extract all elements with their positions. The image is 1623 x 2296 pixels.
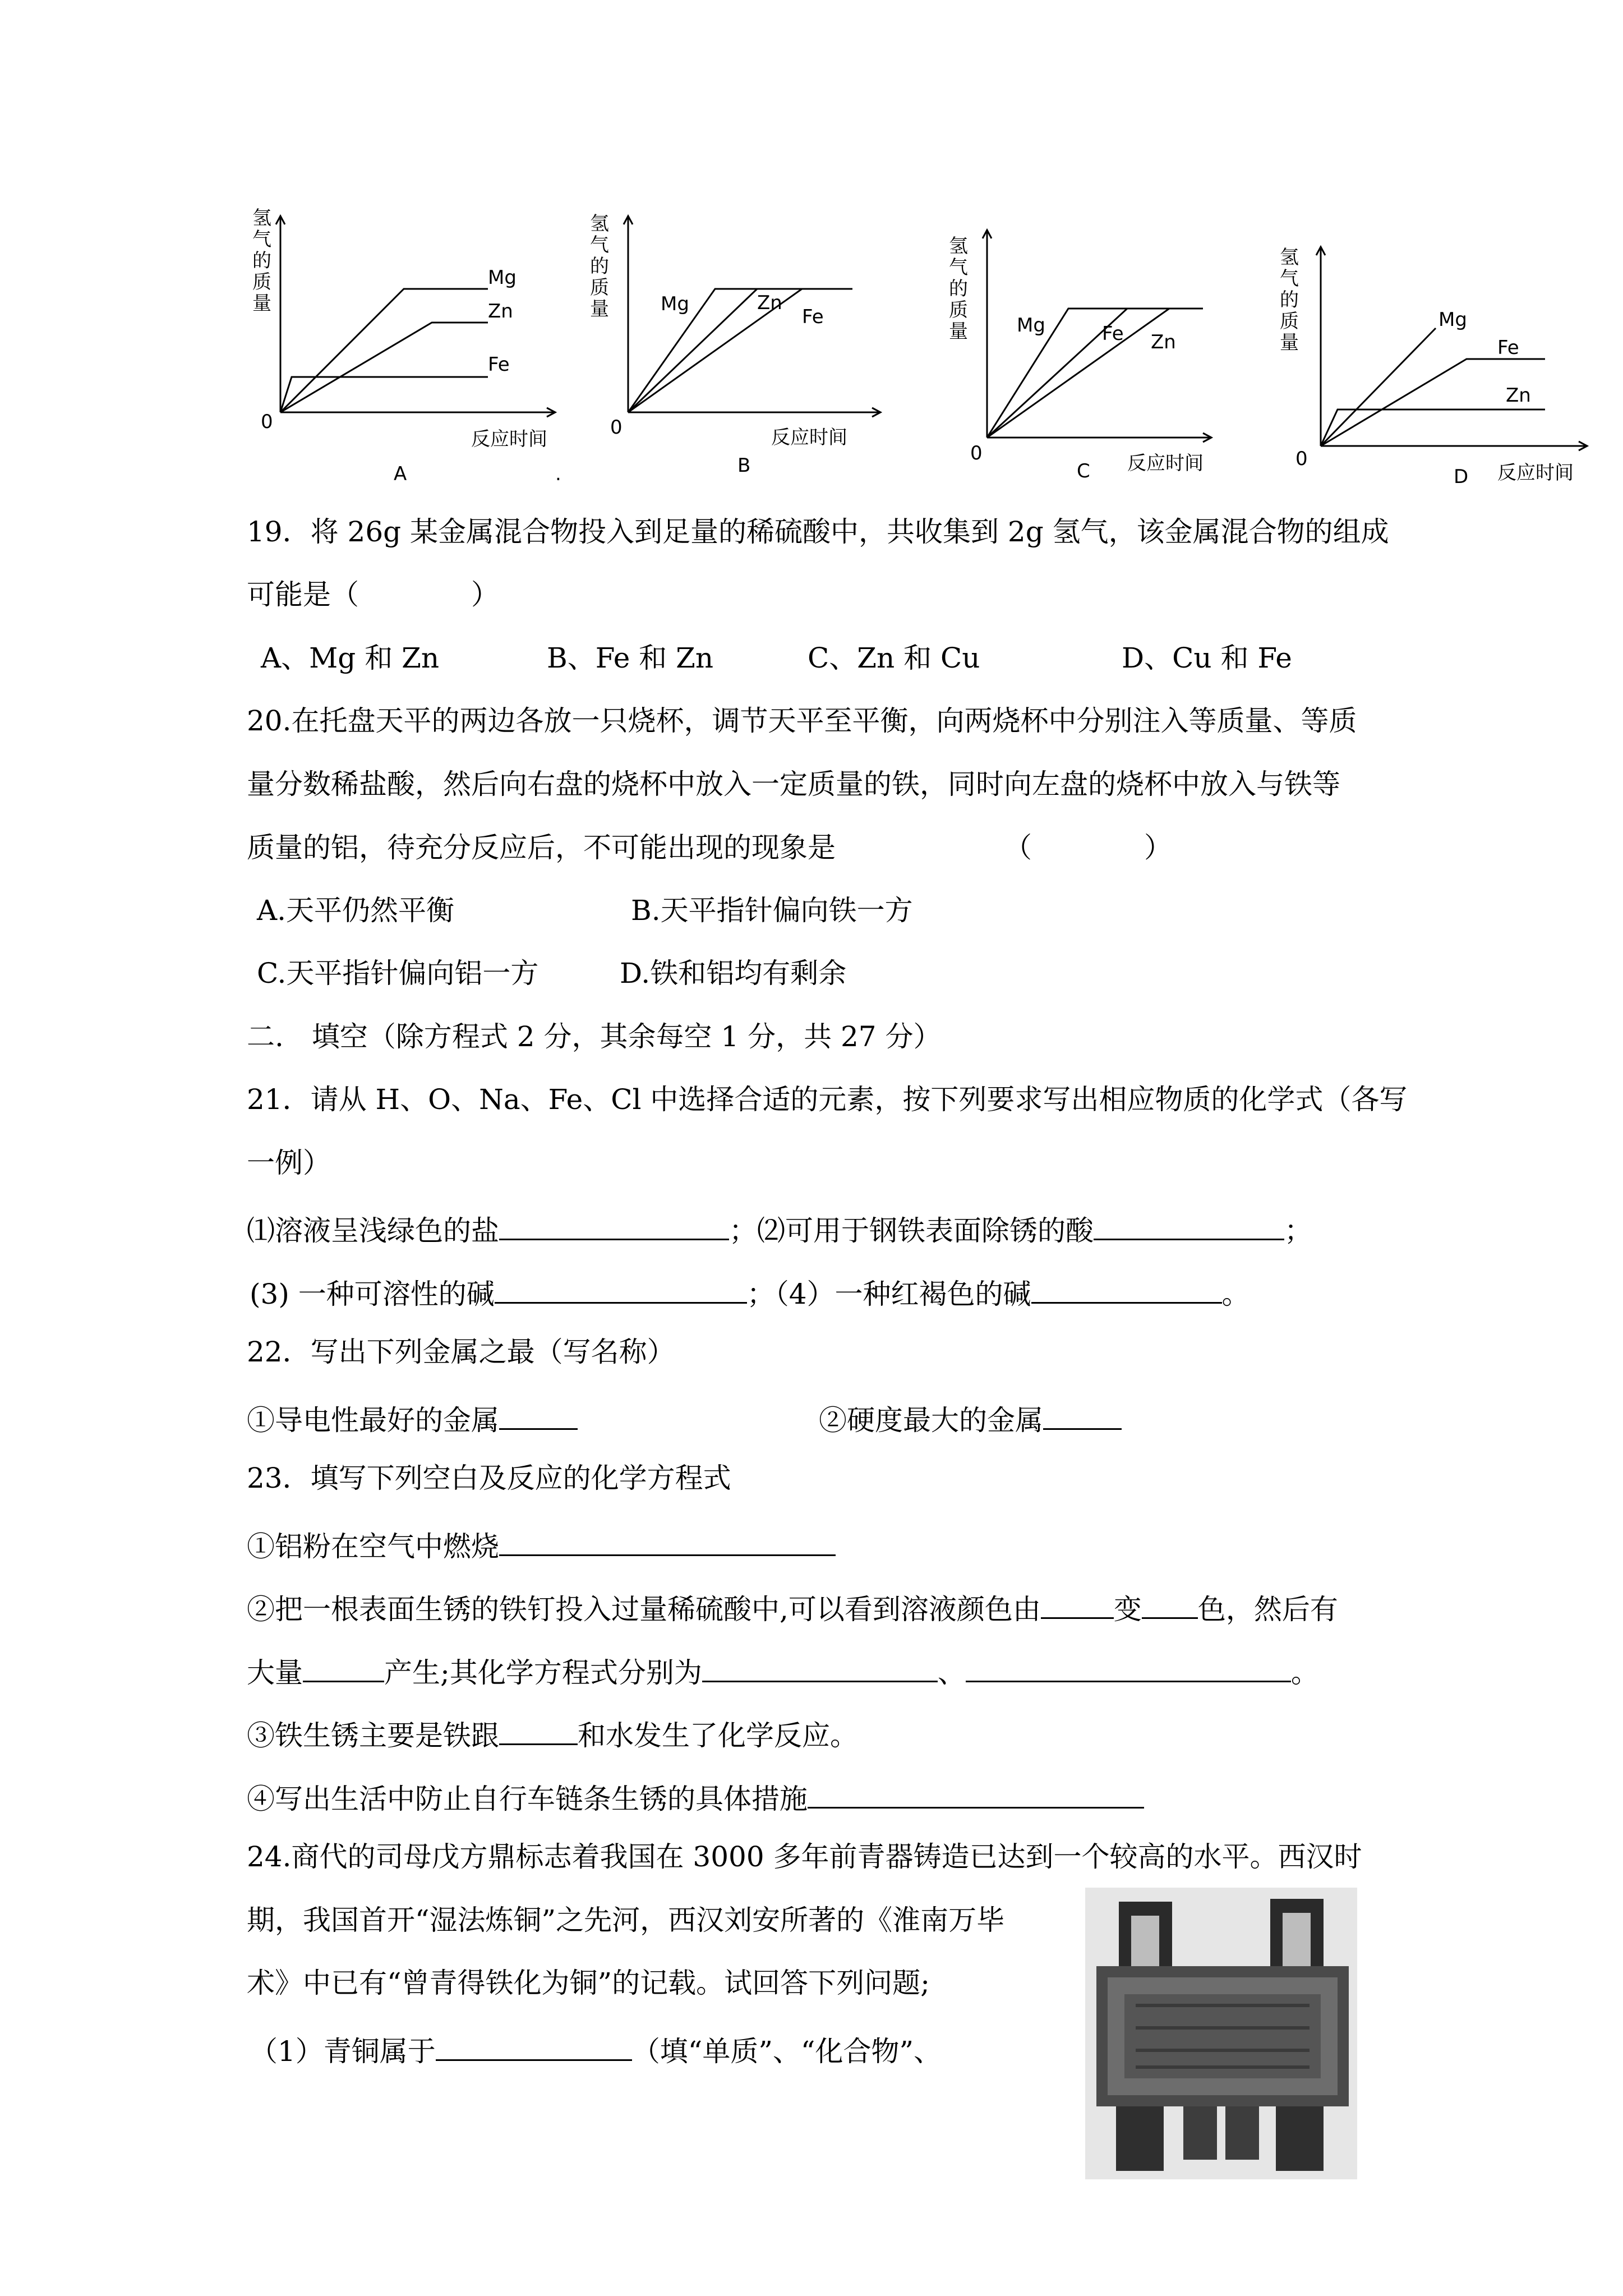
chart-a-ylabel: 氢气的质量 [252, 207, 271, 315]
q23-prompt-2f: 、 [937, 1657, 966, 1689]
q22-prompt-2: ②硬度最大的金属 [819, 1404, 1043, 1437]
q20-option-d: D.铁和铝均有剩余 [620, 957, 847, 990]
q22-row-1 [247, 1401, 578, 1437]
chart-b-line-zn [628, 289, 757, 412]
bronze-ding-illustration [1085, 1888, 1357, 2179]
chart-b-origin: 0 [610, 416, 623, 439]
q19-option-b: B、Fe 和 Zn [547, 642, 714, 674]
q23-prompt-4: ④写出生活中防止自行车链条生锈的具体措施 [247, 1783, 808, 1815]
q23-blank-4[interactable] [808, 1780, 1144, 1809]
q20-line-2: 量分数稀盐酸，然后向右盘的烧杯中放入一定质量的铁，同时向左盘的烧杯中放入与铁等 [247, 768, 1340, 800]
chart-b-ylabel: 氢气的质量 [590, 213, 609, 320]
chart-c-line-zn [987, 309, 1169, 438]
chart-a [241, 202, 589, 494]
q24-line-2: 期，我国首开“湿法炼铜”之先河，西汉刘安所著的《淮南万毕 [247, 1904, 1005, 1936]
q21-prompt-3: (3) 一种可溶性的碱 [250, 1278, 495, 1310]
chart-a-label-fe: Fe [488, 353, 510, 376]
q23-blank-color-from[interactable] [1041, 1590, 1114, 1619]
q21-line-2: 一例） [247, 1147, 331, 1179]
q21-prompt-1: ⑴溶液呈浅绿色的盐 [247, 1214, 499, 1247]
chart-a-line-zn [280, 323, 488, 412]
q21-line-1: 21．请从 H、O、Na、Fe、Cl 中选择合适的元素，按下列要求写出相应物质的化学式（各写 [247, 1083, 1408, 1116]
chart-b-xlabel: 反应时间 [771, 426, 847, 449]
chart-b-label-zn: Zn [757, 292, 782, 314]
chart-b-label-fe: Fe [802, 306, 824, 328]
q19-line-1: 19．将 26g 某金属混合物投入到足量的稀硫酸中，共收集到 2g 氢气，该金属混合物的组成 [247, 516, 1389, 548]
q20-line-3: 质量的铝，待充分反应后，不可能出现的现象是 [247, 831, 836, 864]
q21-prompt-1-end: ； [729, 1214, 757, 1247]
q21-blank-2[interactable] [1094, 1212, 1284, 1240]
chart-a-label-mg: Mg [488, 266, 517, 289]
chart-d-origin: 0 [1295, 448, 1308, 470]
chart-c-ylabel: 氢气的质量 [949, 235, 968, 343]
q21-prompt-4-end: 。 [1221, 1278, 1250, 1310]
q21-prompt-4: （4）一种红褐色的碱 [774, 1278, 1031, 1310]
q21-prompt-3-end: ； [746, 1278, 775, 1310]
q23-blank-3[interactable] [499, 1717, 578, 1745]
q23-prompt-3b: 和水发生了化学反应。 [578, 1719, 858, 1752]
chart-c-label-fe: Fe [1102, 323, 1124, 345]
q23-prompt-1: ①铝粉在空气中燃烧 [247, 1530, 499, 1563]
chart-c [942, 213, 1290, 505]
q23-row-4 [247, 1717, 858, 1750]
q21-row-2 [250, 1275, 1250, 1308]
stray-dot: . [555, 463, 561, 485]
q23-prompt-2d: 大量 [247, 1657, 303, 1689]
q23-prompt-3a: ③铁生锈主要是铁跟 [247, 1719, 499, 1752]
q24-blank-1[interactable] [436, 2032, 632, 2061]
q23-row-5 [247, 1780, 1144, 1813]
q23-blank-1[interactable] [499, 1527, 836, 1556]
chart-d-xlabel: 反应时间 [1497, 462, 1574, 484]
chart-c-letter: C [1077, 460, 1090, 482]
q23-row-3 [247, 1654, 1319, 1687]
chart-a-letter: A [394, 463, 407, 485]
q23-prompt-2c: 色，然后有 [1197, 1593, 1338, 1626]
q24-line-3: 术》中已有“曾青得铁化为铜”的记载。试回答下列问题; [247, 1967, 930, 1999]
q20-line-1: 20.在托盘天平的两边各放一只烧杯，调节天平至平衡，向两烧杯中分别注入等质量、等质 [247, 705, 1357, 737]
chart-c-label-mg: Mg [1017, 314, 1045, 337]
q20-option-b: B.天平指针偏向铁一方 [631, 894, 913, 927]
chart-d-label-mg: Mg [1438, 309, 1467, 331]
q23-blank-equation-2[interactable] [966, 1654, 1291, 1682]
q19-line-2: 可能是（ ） [247, 578, 499, 611]
q22-row-2 [819, 1401, 1122, 1437]
q23-prompt-2b: 变 [1113, 1593, 1142, 1626]
section-2-heading: 二. 填空（除方程式 2 分，其余每空 1 分，共 27 分） [247, 1020, 942, 1053]
q24-prompt-1b: （填“单质”、“化合物”、 [631, 2035, 942, 2068]
q24-row-1 [250, 2032, 942, 2068]
chart-d-letter: D [1454, 466, 1469, 488]
chart-c-origin: 0 [970, 442, 983, 464]
q22-blank-1[interactable] [499, 1401, 578, 1430]
q23-blank-product[interactable] [303, 1654, 384, 1682]
chart-a-origin: 0 [261, 411, 273, 433]
chart-c-label-zn: Zn [1151, 331, 1176, 353]
q20-option-c: C.天平指针偏向铝一方 [257, 957, 539, 990]
q21-prompt-2-end: ； [1284, 1214, 1312, 1247]
chart-b-plot [583, 202, 931, 494]
q19-option-d: D、Cu 和 Fe [1122, 642, 1292, 674]
chart-a-xlabel: 反应时间 [471, 428, 547, 450]
q19-option-c: C、Zn 和 Cu [808, 642, 980, 674]
chart-b-label-mg: Mg [661, 293, 689, 315]
q23-prompt-2g: 。 [1290, 1657, 1319, 1689]
q24-prompt-1a: （1）青铜属于 [250, 2035, 436, 2068]
chart-d-label-zn: Zn [1506, 384, 1531, 407]
chart-b-letter: B [737, 454, 751, 477]
bronze-ding-image [1085, 1888, 1357, 2179]
q23-row-1 [247, 1527, 836, 1561]
q23-prompt-2e: 产生;其化学方程式分别为 [384, 1657, 702, 1689]
q23-line-1: 23．填写下列空白及反应的化学方程式 [247, 1462, 731, 1494]
chart-d [1273, 224, 1621, 516]
chart-d-ylabel: 氢气的质量 [1280, 246, 1299, 354]
q22-prompt-1: ①导电性最好的金属 [247, 1404, 499, 1437]
q21-prompt-2: ⑵可用于钢铁表面除锈的酸 [757, 1214, 1094, 1247]
q22-line-1: 22．写出下列金属之最（写名称） [247, 1336, 675, 1368]
q19-option-a: A、Mg 和 Zn [261, 642, 440, 674]
chart-d-line-zn [1321, 409, 1545, 446]
chart-d-label-fe: Fe [1497, 337, 1519, 359]
chart-c-plot [942, 213, 1290, 505]
q21-blank-3[interactable] [495, 1275, 747, 1304]
q21-blank-1[interactable] [499, 1212, 729, 1240]
chart-b [583, 202, 931, 494]
q22-blank-2[interactable] [1043, 1401, 1122, 1430]
q23-blank-color-to[interactable] [1142, 1590, 1198, 1619]
q21-row-1 [247, 1212, 1312, 1245]
q20-answer-paren: （ ） [1004, 831, 1172, 864]
chart-a-label-zn: Zn [488, 300, 513, 323]
chart-c-xlabel: 反应时间 [1127, 452, 1204, 475]
q20-option-a: A.天平仍然平衡 [257, 894, 455, 927]
q23-row-2 [247, 1590, 1338, 1626]
q21-blank-4[interactable] [1031, 1275, 1222, 1304]
q23-prompt-2a: ②把一根表面生锈的铁钉投入过量稀硫酸中,可以看到溶液颜色由 [247, 1593, 1041, 1626]
q24-line-1: 24.商代的司母戊方鼎标志着我国在 3000 多年前青器铸造已达到一个较高的水平。西汉时 [247, 1841, 1362, 1873]
q23-blank-equation-1[interactable] [702, 1654, 938, 1682]
